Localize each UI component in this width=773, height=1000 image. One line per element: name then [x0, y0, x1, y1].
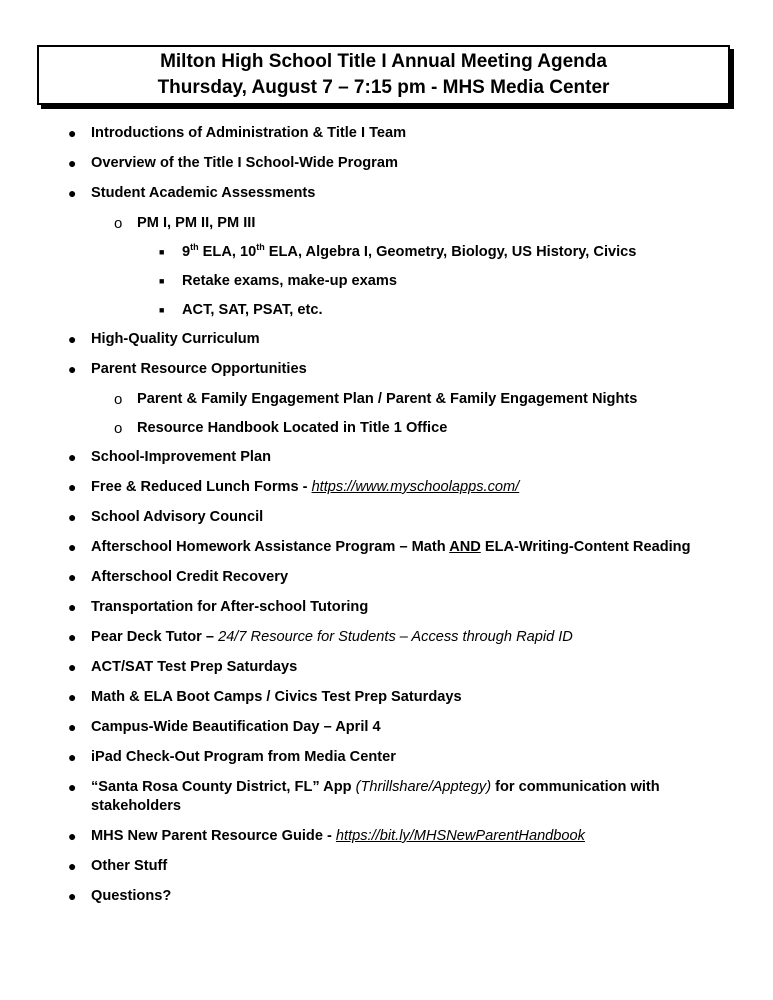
- agenda-item-text: MHS New Parent Resource Guide -: [91, 828, 336, 844]
- bullet-icon: ●: [68, 509, 77, 525]
- bullet-icon: ●: [68, 569, 77, 585]
- agenda-item-credit-recovery: [0, 568, 773, 587]
- agenda-item-text: Pear Deck Tutor –: [91, 629, 219, 645]
- agenda-item-text: Math & ELA Boot Camps / Civics Test Prep Saturdays: [91, 689, 462, 705]
- agenda-item-transportation: [0, 598, 773, 617]
- agenda-item-parent-resources: [0, 360, 773, 379]
- bullet-icon: ●: [68, 659, 77, 675]
- page-title: Milton High School Title I Annual Meeting Agenda: [160, 51, 607, 72]
- bullet-icon: ●: [68, 828, 77, 844]
- agenda-item-text: School-Improvement Plan: [91, 449, 272, 465]
- bullet-icon: ●: [68, 888, 77, 904]
- bullet-icon: ●: [68, 479, 77, 495]
- bullet-icon: ●: [68, 331, 77, 347]
- bullet-icon: ●: [68, 629, 77, 645]
- agenda-item-text: School Advisory Council: [91, 509, 264, 525]
- agenda-item-text: PM I, PM II, PM III: [137, 215, 256, 231]
- circle-bullet-icon: o: [114, 215, 123, 232]
- agenda-item-questions: [0, 887, 773, 906]
- agenda-item-text: Campus-Wide Beautification Day – April 4: [91, 719, 381, 735]
- agenda-item-text: ACT/SAT Test Prep Saturdays: [91, 659, 298, 675]
- agenda-item-text: iPad Check-Out Program from Media Center: [91, 749, 396, 765]
- square-bullet-icon: ■: [159, 247, 165, 257]
- agenda-item-text: 9th ELA, 10th ELA, Algebra I, Geometry, Biology, US History, Civics: [182, 242, 637, 260]
- agenda-item-text: Overview of the Title I School-Wide Program: [91, 155, 398, 171]
- agenda-item-other: [0, 857, 773, 876]
- agenda-item-text: High-Quality Curriculum: [91, 331, 260, 347]
- bullet-icon: ●: [68, 599, 77, 615]
- bullet-icon: ●: [68, 719, 77, 735]
- bullet-icon: ●: [68, 749, 77, 765]
- lunch-forms-link[interactable]: https://www.myschoolapps.com/: [311, 479, 520, 495]
- agenda-item-text: Retake exams, make-up exams: [182, 273, 397, 289]
- agenda-item-text: Resource Handbook Located in Title 1 Office: [137, 420, 448, 436]
- bullet-icon: ●: [68, 858, 77, 874]
- meeting-date-location: Thursday, August 7 – 7:15 pm - MHS Media Center: [157, 77, 610, 98]
- parent-guide-link[interactable]: https://bit.ly/MHSNewParentHandbook: [335, 828, 585, 844]
- bullet-icon: ●: [68, 689, 77, 705]
- square-bullet-icon: ■: [159, 276, 165, 286]
- bullet-icon: ●: [68, 361, 77, 377]
- agenda-item-text: Questions?: [91, 888, 172, 904]
- agenda-item-beautification: [0, 718, 773, 737]
- agenda-subitem-handbook: [0, 419, 773, 438]
- agenda-item-text: “Santa Rosa County District, FL” App (Thrillshare/Apptegy) for communication with stakeholders: [91, 779, 660, 814]
- agenda-item-act-sat-prep: [0, 658, 773, 677]
- agenda-list: [0, 124, 773, 917]
- agenda-item-text: Parent & Family Engagement Plan / Parent & Family Engagement Nights: [137, 391, 638, 407]
- agenda-item-introductions: [0, 124, 773, 143]
- agenda-item-text: Afterschool Homework Assistance Program – Math AND ELA-Writing-Content Reading: [91, 539, 691, 555]
- agenda-item-boot-camps: [0, 688, 773, 707]
- agenda-item-text: Other Stuff: [91, 858, 168, 874]
- bullet-icon: ●: [68, 449, 77, 465]
- agenda-item-text: Afterschool Credit Recovery: [91, 569, 289, 585]
- agenda-item-ipad: [0, 748, 773, 767]
- agenda-item-homework-assistance: [0, 538, 773, 557]
- agenda-subitem-pfe: [0, 390, 773, 409]
- agenda-item-sip: [0, 448, 773, 467]
- agenda-item-assessments: [0, 184, 773, 203]
- bullet-icon: ●: [68, 125, 77, 141]
- bullet-icon: ●: [68, 539, 77, 555]
- pear-deck-description: 24/7 Resource for Students – Access through Rapid ID: [218, 629, 573, 645]
- bullet-icon: ●: [68, 155, 77, 171]
- agenda-item-text: Introductions of Administration & Title I Team: [91, 125, 407, 141]
- agenda-subsubitem-act: [0, 301, 773, 320]
- agenda-subitem-pm: [0, 214, 773, 233]
- agenda-item-district-app: [0, 778, 773, 816]
- agenda-item-curriculum: [0, 330, 773, 349]
- agenda-header: [37, 45, 730, 105]
- agenda-item-text: Free & Reduced Lunch Forms -: [91, 479, 312, 495]
- agenda-subsubitem-retake: [0, 272, 773, 291]
- circle-bullet-icon: o: [114, 391, 123, 408]
- agenda-item-text: Student Academic Assessments: [91, 185, 316, 201]
- agenda-subsubitem-eoc: [0, 243, 773, 262]
- circle-bullet-icon: o: [114, 420, 123, 437]
- agenda-item-overview: [0, 154, 773, 173]
- agenda-item-parent-guide: [0, 827, 773, 846]
- bullet-icon: ●: [68, 779, 77, 795]
- agenda-item-sac: [0, 508, 773, 527]
- agenda-item-text: ACT, SAT, PSAT, etc.: [182, 302, 323, 318]
- agenda-item-text: Transportation for After-school Tutoring: [91, 599, 369, 615]
- agenda-item-pear-deck: [0, 628, 773, 647]
- agenda-item-text: Parent Resource Opportunities: [91, 361, 307, 377]
- bullet-icon: ●: [68, 185, 77, 201]
- square-bullet-icon: ■: [159, 305, 165, 315]
- agenda-item-lunch-forms: [0, 478, 773, 497]
